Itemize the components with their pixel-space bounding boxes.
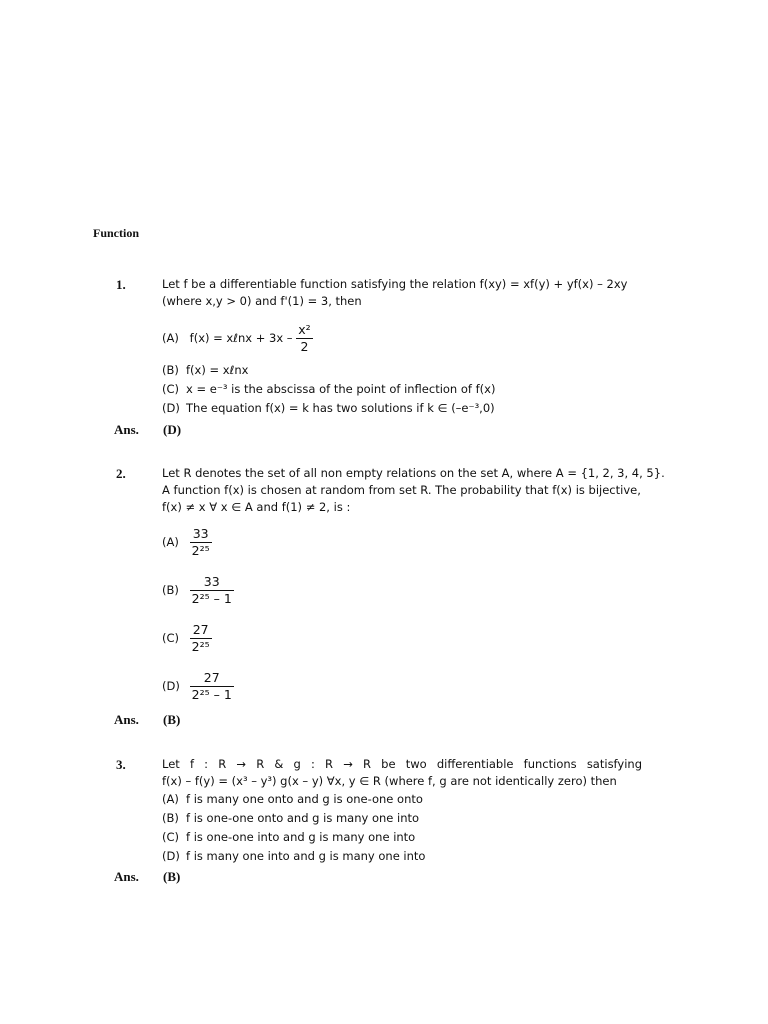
question-1-line-2: (where x,y > 0) and f'(1) = 3, then	[162, 294, 362, 308]
fraction	[190, 526, 212, 559]
option-text: f is one-one into and g is many one into	[186, 830, 416, 844]
question-3-option-b	[162, 811, 419, 825]
fraction-numerator: 33	[190, 574, 234, 591]
option-label: (A)	[162, 331, 179, 345]
option-label: (C)	[162, 382, 180, 396]
question-3-option-d	[162, 849, 425, 863]
option-text: f is one-one onto and g is many one into	[186, 811, 420, 825]
fraction	[190, 574, 234, 607]
question-1-option-c	[162, 382, 495, 396]
fraction	[190, 670, 234, 703]
question-2-option-c	[162, 622, 212, 655]
option-text: f(x) = xℓnx	[186, 363, 249, 377]
question-2-line-1: Let R denotes the set of all non empty relations on the set A, where A = {1, 2, 3, 4, 5}.	[162, 466, 665, 480]
question-2-number: 2.	[116, 466, 126, 481]
option-text: f(x) = xℓnx + 3x –	[189, 331, 293, 345]
option-label: (C)	[162, 631, 180, 645]
option-text: The equation f(x) = k has two solutions if k ∈ (–e⁻³,0)	[186, 401, 495, 415]
question-1-line-1: Let f be a differentiable function satisfying the relation f(xy) = xf(y) + yf(x) – 2xy	[162, 277, 628, 291]
question-1-answer-label: Ans.	[114, 422, 139, 437]
question-1-option-d	[162, 401, 495, 415]
question-2-option-a	[162, 526, 212, 559]
question-3-number: 3.	[116, 757, 126, 772]
fraction	[190, 622, 212, 655]
option-text: f is many one into and g is many one into	[186, 849, 426, 863]
fraction	[296, 322, 312, 355]
fraction-numerator: x²	[298, 322, 311, 337]
fraction-numerator: 27	[190, 622, 212, 639]
question-3-text	[162, 756, 642, 790]
option-text: x = e⁻³ is the abscissa of the point of inflection of f(x)	[186, 382, 496, 396]
fraction-numerator: 33	[190, 526, 212, 543]
option-label: (A)	[162, 792, 179, 806]
option-label: (C)	[162, 830, 180, 844]
question-1-answer-value: (D)	[163, 422, 182, 437]
option-label: (A)	[162, 535, 179, 549]
question-2-line-2: A function f(x) is chosen at random from set R. The probability that f(x) is bijective,	[162, 483, 641, 497]
fraction-denominator: 2	[300, 339, 309, 354]
question-3-answer-value: (B)	[163, 869, 181, 884]
question-3-line-1: Let f : R → R & g : R → R be two differentiable functions satisfying	[162, 757, 642, 771]
question-2-text	[162, 465, 665, 516]
question-1-number: 1.	[116, 277, 126, 292]
question-3-option-c	[162, 830, 415, 844]
option-label: (B)	[162, 811, 179, 825]
option-label: (B)	[162, 363, 179, 377]
option-label: (D)	[162, 679, 180, 693]
question-2-option-b	[162, 574, 234, 607]
question-2-line-3: f(x) ≠ x ∀ x ∈ A and f(1) ≠ 2, is :	[162, 500, 351, 514]
option-label: (D)	[162, 849, 180, 863]
fraction-numerator: 27	[190, 670, 234, 687]
question-3-answer-label: Ans.	[114, 869, 139, 884]
question-1-option-a	[162, 322, 313, 355]
option-label: (B)	[162, 583, 179, 597]
fraction-denominator: 2²⁵	[191, 639, 210, 654]
question-2-option-d	[162, 670, 234, 703]
question-3-option-a	[162, 792, 423, 806]
question-2-answer-value: (B)	[163, 712, 181, 727]
question-1-option-b	[162, 363, 248, 377]
question-3-line-2: f(x) – f(y) = (x³ – y³) g(x – y) ∀x, y ∈ R (where f, g are not identically zero) then	[162, 774, 617, 788]
option-label: (D)	[162, 401, 180, 415]
question-1-text	[162, 276, 642, 310]
fraction-denominator: 2²⁵	[191, 543, 210, 558]
section-title: Function	[93, 226, 140, 240]
option-text: f is many one onto and g is one-one onto	[186, 792, 423, 806]
fraction-denominator: 2²⁵ – 1	[191, 591, 232, 606]
question-2-answer-label: Ans.	[114, 712, 139, 727]
fraction-denominator: 2²⁵ – 1	[191, 687, 232, 702]
